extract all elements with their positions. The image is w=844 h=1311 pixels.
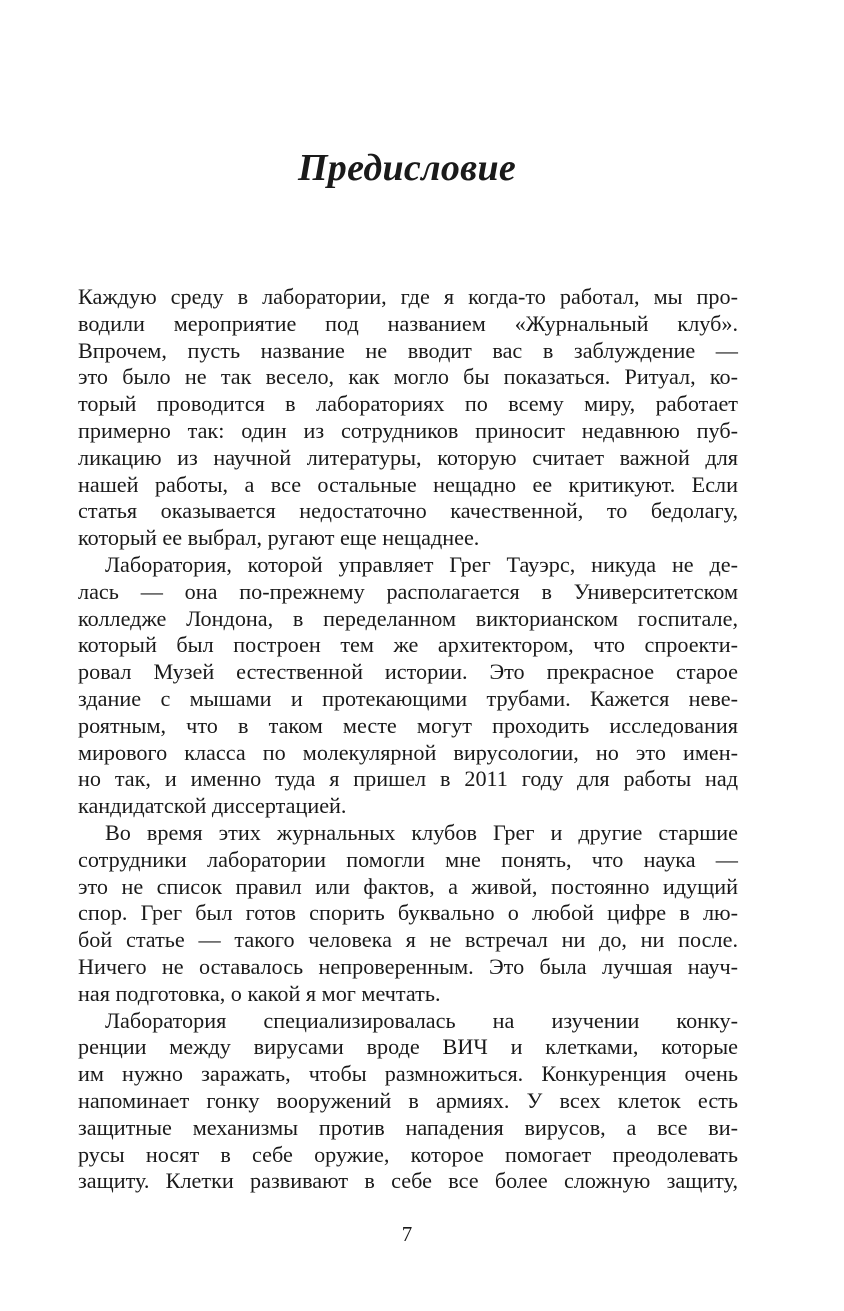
text-line: это не список правил или фактов, а живой, постоянно идущий [78,873,738,899]
text-line: защиту. Клетки развивают в себе все более сложную защиту, [78,1168,738,1194]
text-line: Лаборатория, которой управляет Грег Тауэрс, никуда не де- [105,551,738,577]
text-line: здание с мышами и протекающими трубами. Кажется неве- [78,685,738,711]
text-line: спор. Грег был готов спорить буквально о любой цифре в лю- [78,900,738,926]
text-line: роятным, что в таком месте могут проходить исследования [78,712,738,738]
text-line: Ничего не оставалось непроверенным. Это была лучшая науч- [78,953,738,979]
text-line: Впрочем, пусть название не вводит вас в заблуждение — [78,337,738,363]
text-line: кандидатской диссертацией. [78,793,347,819]
text-line: им нужно заражать, чтобы размножиться. Конкуренция очень [78,1061,738,1087]
chapter-title: Предисловие [297,147,517,189]
text-line: Лаборатория специализировалась на изучении конку- [105,1007,738,1033]
text-line: сотрудники лаборатории помогли мне понять, что наука — [78,846,738,872]
text-line: нашей работы, а все остальные нещадно ее критикуют. Если [78,471,738,497]
text-line: бой статье — такого человека я не встречал ни до, ни после. [78,927,738,953]
paragraph [78,820,738,1008]
text-line: напоминает гонку вооружений в армиях. У всех клеток есть [78,1087,738,1113]
text-line: лась — она по-прежнему располагается в Университетском [78,578,738,604]
text-line: который ее выбрал, ругают еще нещаднее. [78,525,480,551]
text-line: ренции между вирусами вроде ВИЧ и клетками, которые [78,1034,738,1060]
page-number: 7 [401,1222,413,1246]
text-line: ровал Музей естественной истории. Это прекрасное старое [78,659,738,685]
text-line: защитные механизмы против нападения вирусов, а все ви- [78,1114,738,1140]
text-line: колледже Лондона, в переделанном викторианском госпитале, [78,605,738,631]
body-text [78,284,738,1195]
text-line: примерно так: один из сотрудников приносит недавнюю пуб- [78,417,738,443]
text-line: это было не так весело, как могло бы показаться. Ритуал, ко- [78,364,738,390]
text-line: торый проводится в лабораториях по всему миру, работает [78,391,738,417]
text-line: Каждую среду в лаборатории, где я когда-то работал, мы про- [78,284,738,309]
paragraph [78,552,738,820]
text-line: ликацию из научной литературы, которую считает важной для [78,444,738,470]
text-line: статья оказывается недостаточно качественной, то бедолагу, [78,498,738,524]
paragraph [78,284,738,552]
text-line: Во время этих журнальных клубов Грег и другие старшие [105,819,738,845]
text-line: который был построен тем же архитектором, что спроекти- [78,632,738,658]
paragraph [78,1008,738,1196]
text-line: ная подготовка, о какой я мог мечтать. [78,980,441,1006]
text-line: но так, и именно туда я пришел в 2011 году для работы над [78,766,738,792]
text-line: водили мероприятие под названием «Журнальный клуб». [78,310,738,336]
text-line: мирового класса по молекулярной вирусологии, но это имен- [78,739,738,765]
text-line: русы носят в себе оружие, которое помогает преодолевать [78,1141,738,1167]
